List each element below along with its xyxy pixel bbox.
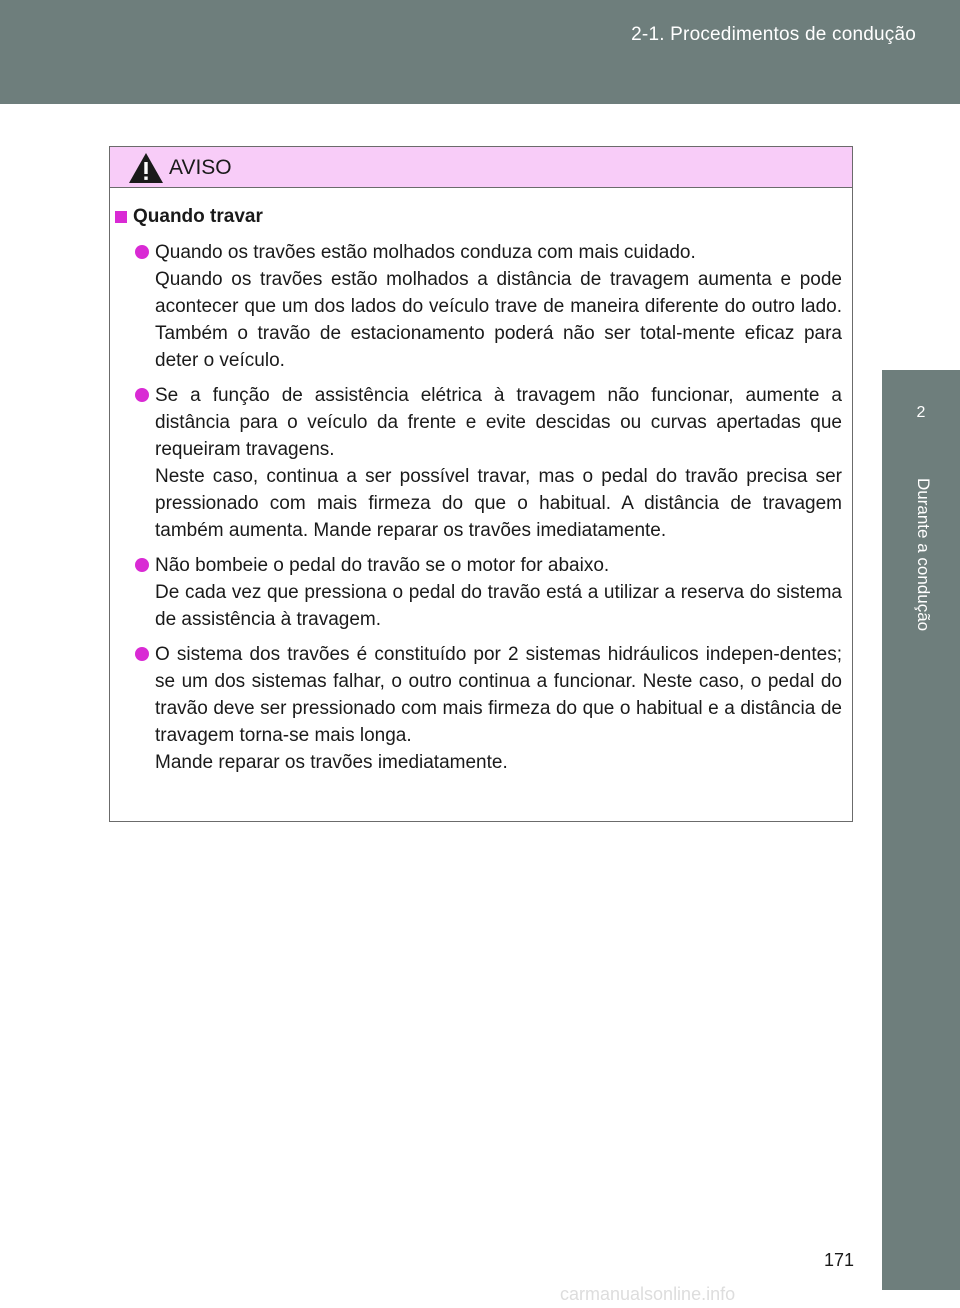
bullet-dot-icon <box>135 245 149 259</box>
chapter-number: 2 <box>916 404 926 421</box>
list-item <box>135 239 842 374</box>
paragraph: O sistema dos travões é constituído por 2 sistemas hidráulicos indepen-dentes; se um dos sistemas falhar, o outro continua a funcionar. Neste caso, o pedal do travão deve ser pressionado com mais firmeza do que o habitual e a distância de travagem torna-se mais longa. <box>155 644 842 746</box>
watermark[interactable]: carmanualsonline.info <box>560 1284 736 1304</box>
list-item <box>135 382 842 544</box>
paragraph: Mande reparar os travões imediatamente. <box>155 752 508 773</box>
list-item <box>135 641 842 776</box>
chapter-side-tab[interactable] <box>882 370 960 1290</box>
subheading <box>115 206 263 228</box>
warning-header <box>110 147 852 188</box>
header-bar <box>0 0 960 104</box>
list-item <box>135 552 842 633</box>
paragraph: Quando os travões estão molhados a distância de travagem aumenta e pode acontecer que um dos lados do veículo trave de maneira diferente do outro lado. Também o travão de estacionamento poderá não ser total-mente eficaz para deter o veículo. <box>155 269 842 371</box>
warning-box <box>109 146 853 822</box>
subheading-text: Quando travar <box>133 206 263 227</box>
bullet-dot-icon <box>135 388 149 402</box>
bullet-dot-icon <box>135 558 149 572</box>
bullet-dot-icon <box>135 647 149 661</box>
square-bullet-icon <box>115 211 127 223</box>
paragraph: Quando os travões estão molhados conduza com mais cuidado. <box>155 242 696 263</box>
paragraph: Neste caso, continua a ser possível travar, mas o pedal do travão precisa ser pressionado com mais firmeza do que o habitual. A distância de travagem também aumenta. Mande reparar os travões imediatamente. <box>155 466 842 541</box>
chapter-label: Durante a condução <box>914 478 933 632</box>
paragraph: De cada vez que pressiona o pedal do travão está a utilizar a reserva do sistema de assistência à travagem. <box>155 582 842 630</box>
paragraph: Se a função de assistência elétrica à travagem não funcionar, aumente a distância para o veículo da frente e evite descidas ou curvas apertadas que requeiram travagens. <box>155 385 842 460</box>
section-title: 2-1. Procedimentos de condução <box>631 24 916 45</box>
paragraph: Não bombeie o pedal do travão se o motor for abaixo. <box>155 555 610 576</box>
warning-triangle-icon <box>128 152 164 184</box>
warning-title: AVISO <box>169 156 232 179</box>
page-number: 171 <box>824 1250 855 1270</box>
